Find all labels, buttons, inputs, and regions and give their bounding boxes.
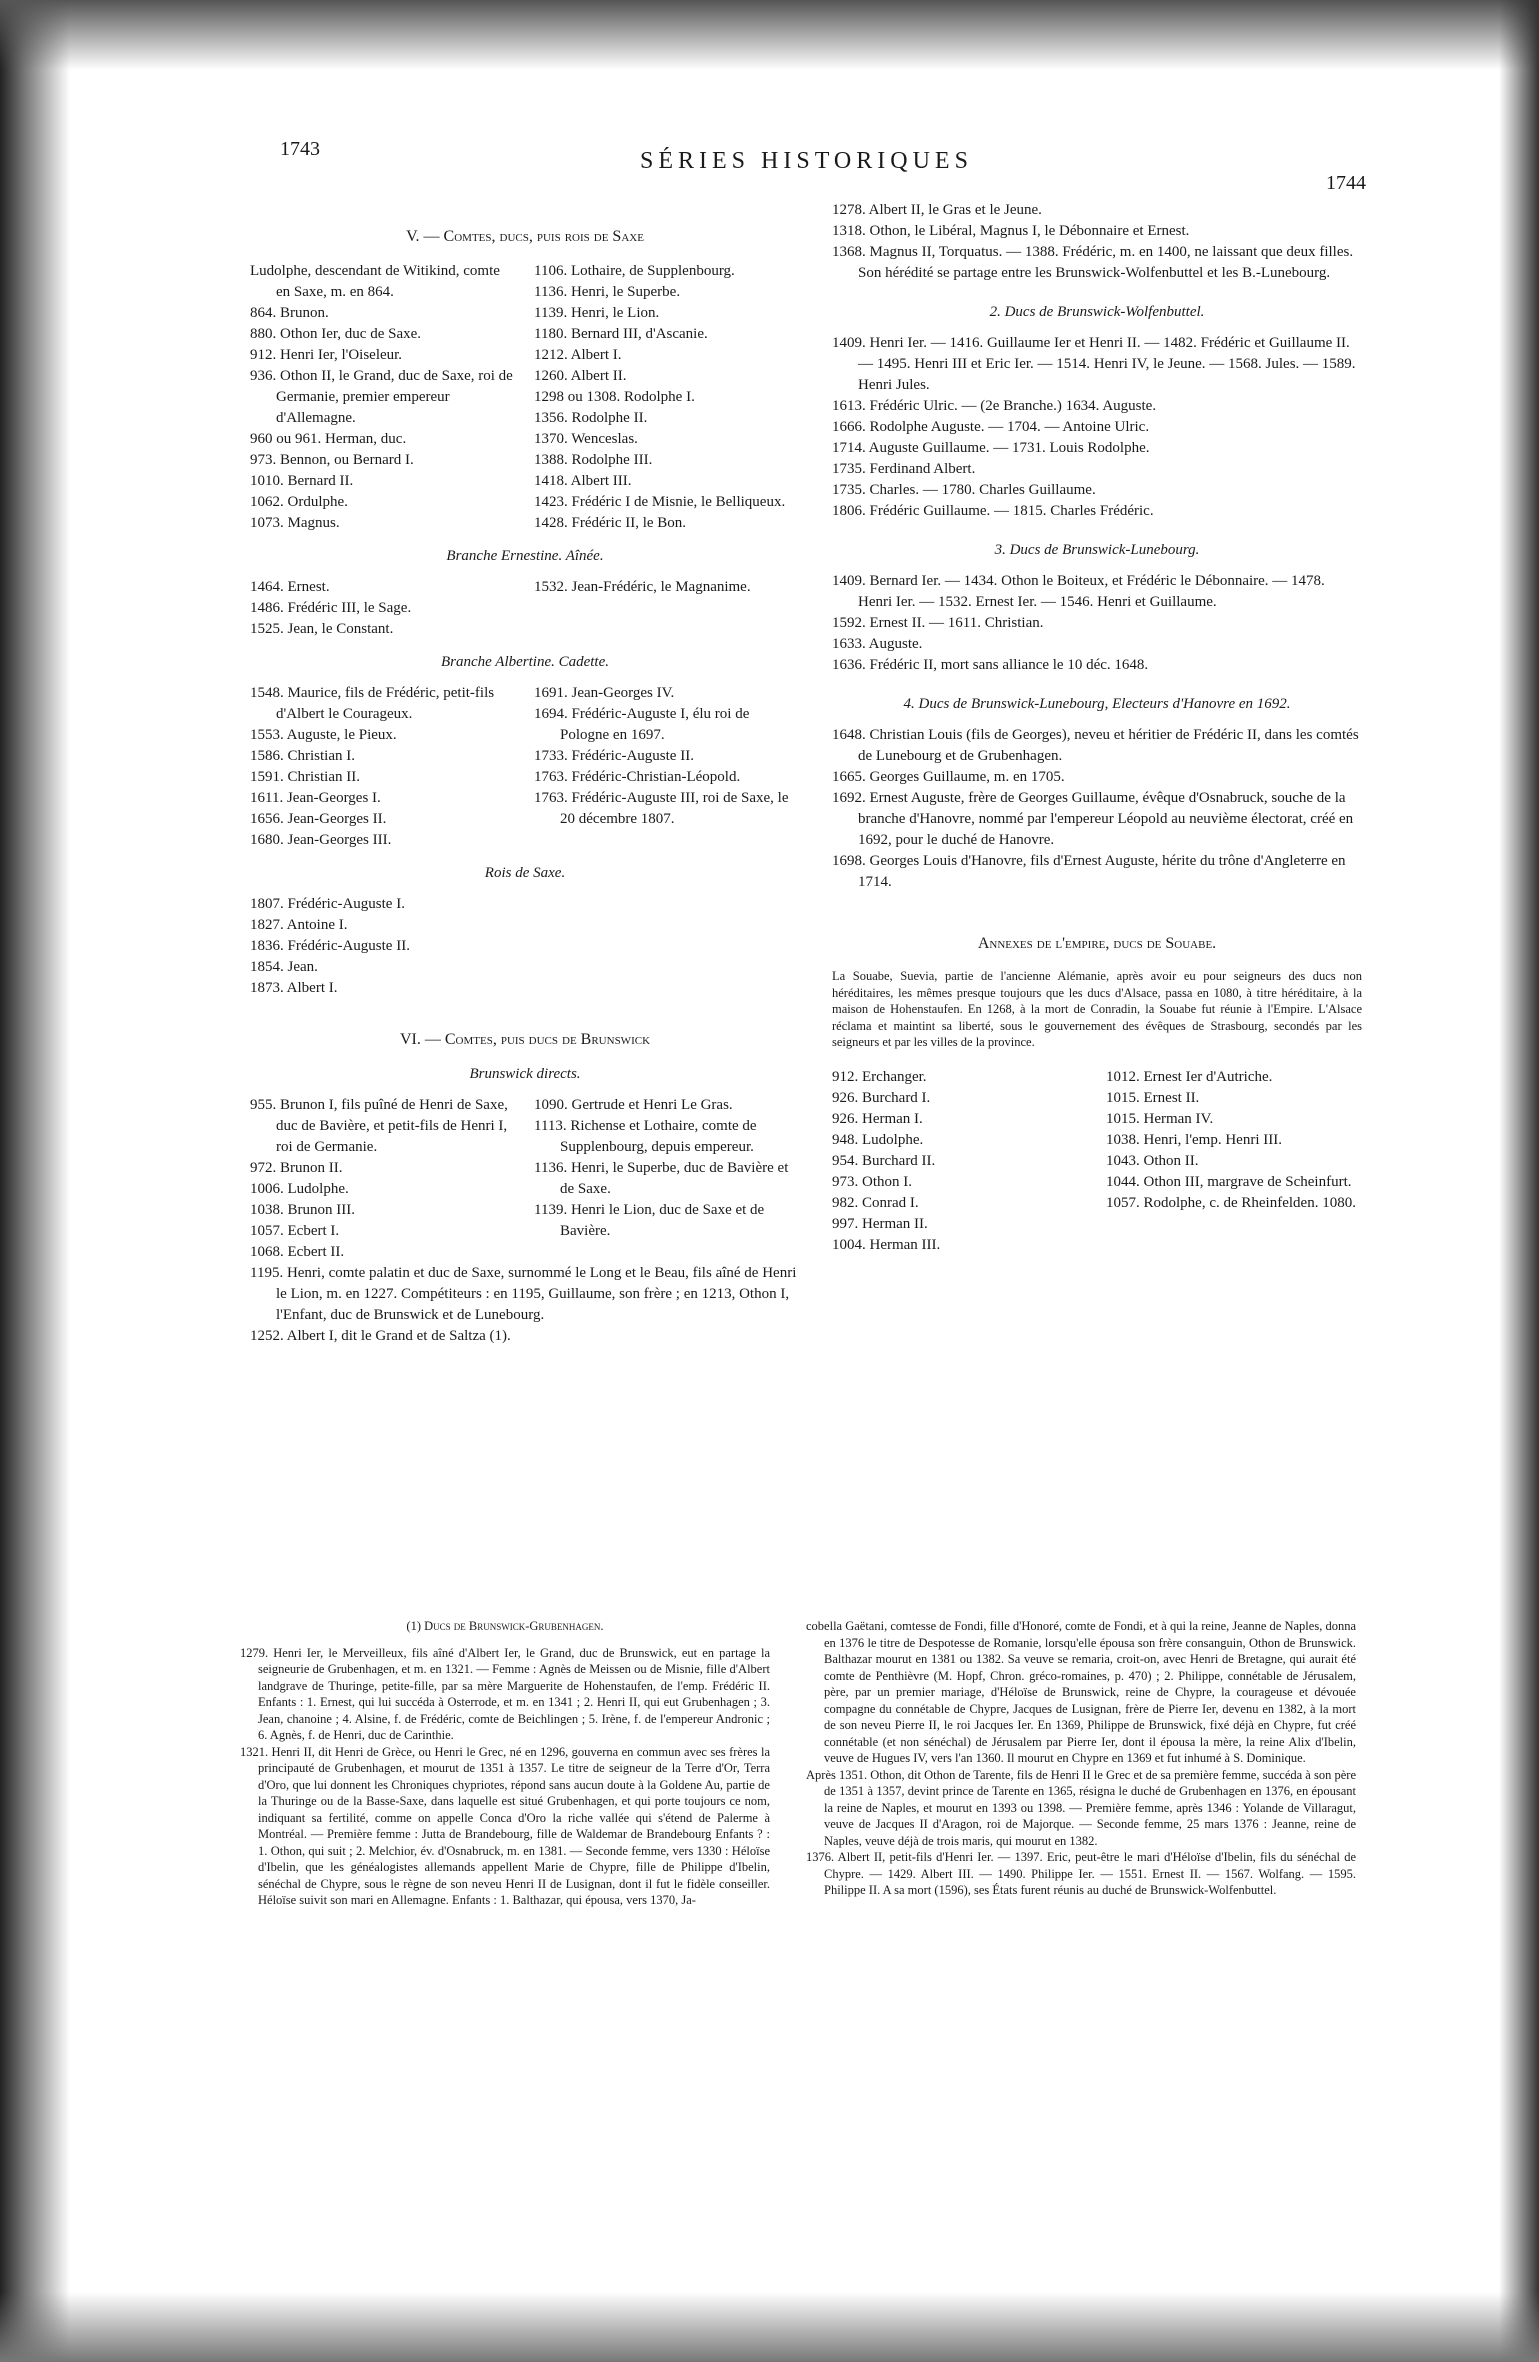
- list-item: 1409. Bernard Ier. — 1434. Othon le Boiteux, et Frédéric le Débonnaire. — 1478. Henri Ier. — 1532. Ernest Ier. — 1546. Henri et Guillaume.: [832, 573, 1325, 610]
- list-item: 912. Erchanger.: [832, 1068, 927, 1085]
- list-item: 973. Othon I.: [832, 1173, 912, 1190]
- list-item: 1057. Ecbert I.: [250, 1223, 340, 1239]
- footnote-title: (1) Ducs de Brunswick-Grubenhagen.: [406, 1619, 604, 1633]
- list-item: 948. Ludolphe.: [832, 1131, 924, 1148]
- subsection-title-brunswick-directs: Brunswick directs.: [469, 1066, 581, 1082]
- list-item: 1592. Ernest II. — 1611. Christian.: [832, 615, 1044, 631]
- list-item: 1356. Rodolphe II.: [534, 410, 648, 426]
- subsection-title-rois: Rois de Saxe.: [484, 865, 566, 881]
- list-item: 1613. Frédéric Ulric. — (2e Branche.) 1634. Auguste.: [832, 398, 1157, 414]
- list-item: 1004. Herman III.: [832, 1236, 941, 1253]
- list-item: 1010. Bernard II.: [250, 473, 354, 489]
- list-item: 960 ou 961. Herman, duc.: [250, 431, 407, 447]
- albertine-list-a: [250, 683, 516, 851]
- list-item: 1586. Christian I.: [250, 748, 355, 764]
- list-item: 1525. Jean, le Constant.: [250, 621, 394, 637]
- list-item: 1409. Henri Ier. — 1416. Guillaume Ier et Henri II. — 1482. Frédéric et Guillaume II. — 1495. Henri III et Eric Ier. — 1514. Henri IV, le Jeune. — 1568. Jules. — 1589. Henri Jules.: [832, 335, 1356, 393]
- list-item: 1827. Antoine I.: [250, 917, 348, 933]
- list-item: 1043. Othon II.: [1106, 1152, 1199, 1169]
- list-item: 1423. Frédéric I de Misnie, le Belliqueux.: [534, 494, 786, 510]
- list-item: 1106. Lothaire, de Supplenbourg.: [534, 263, 735, 279]
- right-column: [832, 200, 1362, 1256]
- subsection-title-ernestine: Branche Ernestine. Aînée.: [446, 548, 604, 564]
- list-item: 1836. Frédéric-Auguste II.: [250, 938, 410, 954]
- list-item: 1633. Auguste.: [832, 636, 923, 652]
- list-item: 1665. Georges Guillaume, m. en 1705.: [832, 769, 1065, 785]
- footnote-left: [240, 1618, 770, 1909]
- list-item: 1656. Jean-Georges II.: [250, 811, 387, 827]
- list-item: 1418. Albert III.: [534, 473, 632, 489]
- list-item: 1278. Albert II, le Gras et le Jeune.: [832, 202, 1042, 218]
- list-item: 955. Brunon I, fils puîné de Henri de Saxe, duc de Bavière, et petit-fils de Henri I, roi de Germanie.: [250, 1097, 508, 1155]
- list-item: Après 1351. Othon, dit Othon de Tarente, fils de Henri II le Grec et de sa première femme, succéda à son père de 1351 à 1357, devint prince de Tarente en 1365, résigna le duché de Grubenhagen en 1376, en épousant la reine de Naples, et mourut en 1393 ou 1398. — Première femme, après 1346 : Yolande de Villaragut, veuve de Jacques II d'Aragon, roi de Majorque. — Seconde femme, 25 mars 1376 : Jeanne, reine de Naples, veuve déjà de trois maris, qui mourut en 1382.: [806, 1767, 1356, 1848]
- list-item: 1321. Henri II, dit Henri de Grèce, ou Henri le Grec, né en 1296, gouverna en commun avec ses frères la principauté de Grubenhagen, et mourut de 1351 à 1357. Le titre de seigneur de la Terre d'Or, Terra d'Oro, que lui donnent les Chroniques chypriotes, répond sans aucun doute à la Goldene Au, partie de la Thuringe ou de la Basse-Saxe, dans laquelle est situé Grubenhagen, et qui porte toujours ce nom, indiquant sa fertilité, comme on appelle Conca d'Oro la riche vallée qui s'étend de Palerme à Montréal. — Première femme : Jutta de Brandebourg, fille de Waldemar de Brandebourg Enfants ? : 1. Othon, qui suit ; 2. Melchior, év. d'Osnabruck, m. en 1381. — Seconde femme, vers 1330 : Héloïse d'Ibelin, que les généalogistes allemands appellent Marie de Chypre, fille de Philippe d'Ibelin, sénéchal de Chypre, sous le règne de son neveu Henri II de Lusignan, dont il fut le fidèle conseiller. Héloïse suivit son mari en Allemagne. Enfants : 1. Balthazar, qui épousa, vers 1370, Ja-: [240, 1744, 770, 1907]
- brunswick-list-a: [250, 1095, 516, 1263]
- hanovre-list: [832, 725, 1362, 893]
- list-item: 982. Conrad I.: [832, 1194, 919, 1211]
- list-item: 1062. Ordulphe.: [250, 494, 348, 510]
- list-item: 1807. Frédéric-Auguste I.: [250, 896, 405, 912]
- list-item: 1212. Albert I.: [534, 347, 622, 363]
- list-item: 1691. Jean-Georges IV.: [534, 685, 675, 701]
- list-item: cobella Gaëtani, comtesse de Fondi, fille d'Honoré, comte de Fondi, et à qui la reine, Jeanne de Naples, donna en 1376 le titre de Despotesse de Romanie, lorsqu'elle épousa son frère consanguin, Othon de Brunswick. Balthazar mourut en 1381 ou 1382. Sa veuve se remaria, croit-on, avec Henri de Bretagne, qui aurait été comte de Penthièvre (M. Hopf, Chron. gréco-romaines, p. 470) ; 2. Philippe, connétable de Jérusalem, père, par un premier mariage, d'Héloïse de Brunswick, reine de Chypre, la courageuse et dévouée compagne du connétable de Chypre, Jacques de Lusignan, frère de Pierre Ier, devenu en 1382, à la mort de son neveu Pierre II, le roi Jacques Ier. En 1369, Philippe de Brunswick, fixé déjà en Chypre, fut créé connétable (et non sénéchal) de Jérusalem par Pierre Ier, dont il épousa la mère, la reine Alix d'Ibelin, veuve de Hugues IV, vers l'an 1360. Il mourut en Chypre en 1369 et fut inhumé à S. Dominique.: [806, 1619, 1356, 1765]
- list-item: 973. Bennon, ou Bernard I.: [250, 452, 414, 468]
- souabe-intro: La Souabe, Suevia, partie de l'ancienne Alémanie, après avoir eu pour seigneurs des ducs non héréditaires, les mêmes presque toujours que les ducs d'Alsace, passa en 1080, à titre héréditaire, à la maison de Hohenstaufen. En 1268, à la mort de Conradin, la Souabe fut réunie à l'Empire. L'Alsace réclama et maintint sa liberté, sous le gouvernement des évêques de Strasbourg, secondés par les seigneurs et par les villes de la province.: [832, 969, 1362, 1049]
- list-item: 880. Othon Ier, duc de Saxe.: [250, 326, 422, 342]
- list-item: 1806. Frédéric Guillaume. — 1815. Charles Frédéric.: [832, 503, 1154, 519]
- list-item: 1370. Wenceslas.: [534, 431, 638, 447]
- saxe-list-b: [534, 261, 800, 534]
- list-item: 1260. Albert II.: [534, 368, 627, 384]
- list-item: 1680. Jean-Georges III.: [250, 832, 392, 848]
- list-item: 1044. Othon III, margrave de Scheinfurt.: [1106, 1173, 1352, 1190]
- albertine-list: [250, 683, 800, 851]
- section-title-souabe: Annexes de l'empire, ducs de Souabe.: [977, 935, 1217, 952]
- list-item: 1038. Henri, l'emp. Henri III.: [1106, 1131, 1282, 1148]
- list-item: Ludolphe, descendant de Witikind, comte en Saxe, m. en 864.: [250, 263, 500, 300]
- list-item: 1464. Ernest.: [250, 579, 330, 595]
- list-item: 1873. Albert I.: [250, 980, 338, 996]
- list-item: 1428. Frédéric II, le Bon.: [534, 515, 687, 531]
- list-item: 1368. Magnus II, Torquatus. — 1388. Frédéric, m. en 1400, ne laissant que deux filles. Son hérédité se partage entre les Brunswick-Wolfenbuttel et les B.-Lunebourg.: [832, 244, 1354, 281]
- list-item: 1532. Jean-Frédéric, le Magnanime.: [534, 579, 751, 595]
- list-item: 1548. Maurice, fils de Frédéric, petit-fils d'Albert le Courageux.: [250, 685, 495, 722]
- list-item: 1636. Frédéric II, mort sans alliance le 10 déc. 1648.: [832, 657, 1149, 673]
- list-item: 1694. Frédéric-Auguste I, élu roi de Pologne en 1697.: [534, 706, 750, 743]
- list-item: 1006. Ludolphe.: [250, 1181, 349, 1197]
- list-item: 1692. Ernest Auguste, frère de Georges Guillaume, évêque d'Osnabruck, souche de la branche d'Hanovre, nommé par l'empereur Léopold au neuvième électorat, créé en 1692, pour le duché de Hanovre.: [832, 790, 1354, 848]
- souabe-list: [832, 1067, 1362, 1256]
- section-title-saxe: V. — Comtes, ducs, puis rois de Saxe: [406, 228, 644, 245]
- brunswick-list: [250, 1095, 800, 1263]
- list-item: 1113. Richense et Lothaire, comte de Supplenbourg, depuis empereur.: [534, 1118, 757, 1155]
- scan-edge-right: [1499, 0, 1539, 2362]
- list-item: 1735. Ferdinand Albert.: [832, 461, 976, 477]
- ernestine-list-a: [250, 577, 516, 640]
- list-item: 1714. Auguste Guillaume. — 1731. Louis Rodolphe.: [832, 440, 1150, 456]
- list-item: 1666. Rodolphe Auguste. — 1704. — Antoine Ulric.: [832, 419, 1150, 435]
- wolfenbuttel-list: [832, 333, 1362, 522]
- list-item: 972. Brunon II.: [250, 1160, 343, 1176]
- list-item: 1735. Charles. — 1780. Charles Guillaume.: [832, 482, 1096, 498]
- list-item: 1698. Georges Louis d'Hanovre, fils d'Ernest Auguste, hérite du trône d'Angleterre en 1714.: [832, 853, 1346, 890]
- list-item: 1057. Rodolphe, c. de Rheinfelden. 1080.: [1106, 1194, 1356, 1211]
- section-title-brunswick: VI. — Comtes, puis ducs de Brunswick: [399, 1031, 651, 1048]
- ernestine-list: [250, 577, 800, 640]
- rois-list: [250, 894, 800, 999]
- list-item: 1180. Bernard III, d'Ascanie.: [534, 326, 708, 342]
- list-item: 1553. Auguste, le Pieux.: [250, 727, 397, 743]
- list-item: 912. Henri Ier, l'Oiseleur.: [250, 347, 403, 363]
- ernestine-list-b: [534, 577, 800, 640]
- list-item: 926. Burchard I.: [832, 1089, 931, 1106]
- list-item: 1195. Henri, comte palatin et duc de Saxe, surnommé le Long et le Beau, fils aîné de Henri le Lion, m. en 1227. Compétiteurs : en 1195, Guillaume, son frère ; en 1213, Othon I, l'Enfant, duc de Brunswick et de Lunebourg.: [250, 1265, 797, 1323]
- brunswick-list-b: [534, 1095, 800, 1263]
- list-item: 1073. Magnus.: [250, 515, 340, 531]
- page-number-right: 1744: [1326, 172, 1366, 194]
- page-number-left: 1743: [280, 138, 320, 160]
- list-item: 936. Othon II, le Grand, duc de Saxe, roi de Germanie, premier empereur d'Allemagne.: [250, 368, 513, 426]
- albertine-list-b: [534, 683, 800, 851]
- list-item: 1136. Henri, le Superbe.: [534, 284, 681, 300]
- footnote-left-entries: [240, 1645, 770, 1909]
- souabe-list-b: [1106, 1067, 1362, 1256]
- list-item: 997. Herman II.: [832, 1215, 928, 1232]
- list-item: 1763. Frédéric-Christian-Léopold.: [534, 769, 741, 785]
- list-item: 1591. Christian II.: [250, 769, 360, 785]
- saxe-list: [250, 261, 800, 534]
- list-item: 1388. Rodolphe III.: [534, 452, 653, 468]
- footnote-right-entries: [806, 1618, 1356, 1899]
- list-item: 1611. Jean-Georges I.: [250, 790, 381, 806]
- lunebourg-list: [832, 571, 1362, 676]
- list-item: 926. Herman I.: [832, 1110, 923, 1127]
- list-item: 1733. Frédéric-Auguste II.: [534, 748, 694, 764]
- subsection-title-albertine: Branche Albertine. Cadette.: [440, 654, 610, 670]
- footnote-right: [806, 1618, 1356, 1899]
- list-item: 1139. Henri le Lion, duc de Saxe et de Bavière.: [534, 1202, 765, 1239]
- list-item: 1648. Christian Louis (fils de Georges), neveu et héritier de Frédéric II, dans les comtés de Lunebourg et de Grubenhagen.: [832, 727, 1359, 764]
- list-item: 1318. Othon, le Libéral, Magnus I, le Débonnaire et Ernest.: [832, 223, 1190, 239]
- list-item: 1090. Gertrude et Henri Le Gras.: [534, 1097, 733, 1113]
- scan-edge-bottom: [0, 2292, 1539, 2362]
- brunswick-continuation: [832, 200, 1362, 284]
- list-item: 1376. Albert II, petit-fils d'Henri Ier. — 1397. Eric, peut-être le mari d'Héloïse d'Ibelin, fils du sénéchal de Chypre. — 1429. Albert III. — 1490. Philippe Ier. — 1551. Ernest II. — 1567. Wolfang. — 1595. Philippe II. A sa mort (1596), ses États furent réunis au duché de Brunswick-Wolfenbuttel.: [806, 1850, 1356, 1897]
- left-column: [250, 218, 800, 1347]
- list-item: 1252. Albert I, dit le Grand et de Saltza (1).: [250, 1328, 511, 1344]
- list-item: 954. Burchard II.: [832, 1152, 936, 1169]
- subsection-title-lunebourg: 3. Ducs de Brunswick-Lunebourg.: [994, 542, 1200, 558]
- list-item: 1015. Ernest II.: [1106, 1089, 1200, 1106]
- list-item: 1136. Henri, le Superbe, duc de Bavière et de Saxe.: [534, 1160, 789, 1197]
- running-head: SÉRIES HISTORIQUES: [640, 148, 973, 174]
- list-item: 1139. Henri, le Lion.: [534, 305, 660, 321]
- list-item: 864. Brunon.: [250, 305, 329, 321]
- list-item: 1763. Frédéric-Auguste III, roi de Saxe, le 20 décembre 1807.: [534, 790, 789, 827]
- souabe-list-a: [832, 1067, 1088, 1256]
- list-item: 1854. Jean.: [250, 959, 318, 975]
- saxe-list-a: [250, 261, 516, 534]
- scan-edge-left: [0, 0, 70, 2362]
- list-item: 1015. Herman IV.: [1106, 1110, 1214, 1127]
- subsection-title-hanovre: 4. Ducs de Brunswick-Lunebourg, Electeurs d'Hanovre en 1692.: [903, 696, 1291, 712]
- list-item: 1279. Henri Ier, le Merveilleux, fils aîné d'Albert Ier, le Grand, duc de Brunswick, eut en partage la seigneurie de Grubenhagen, et m. en 1321. — Femme : Agnès de Meissen ou de Misnie, fille d'Albert landgrave de Thuringe, petite-fille, par sa mère Marguerite de Hohenstaufen, de l'emp. Frédéric II. Enfants : 1. Ernest, qui lui succéda à Osterrode, et m. en 1341 ; 2. Henri II, qui eut Grubenhagen ; 3. Jean, chanoine ; 4. Alsine, f. de Frédéric, comte de Beichlingen ; 5. Irène, f. de l'empereur Andronic ; 6. Agnès, f. de Henri, duc de Carinthie.: [240, 1645, 770, 1742]
- scan-edge-top: [0, 0, 1539, 70]
- list-item: 1068. Ecbert II.: [250, 1244, 345, 1260]
- list-item: 1298 ou 1308. Rodolphe I.: [534, 389, 695, 405]
- list-item: 1012. Ernest Ier d'Autriche.: [1106, 1068, 1273, 1085]
- subsection-title-wolfenbuttel: 2. Ducs de Brunswick-Wolfenbuttel.: [989, 304, 1205, 320]
- list-item: 1038. Brunon III.: [250, 1202, 355, 1218]
- list-item: 1486. Frédéric III, le Sage.: [250, 600, 412, 616]
- brunswick-list-full: [250, 1263, 800, 1347]
